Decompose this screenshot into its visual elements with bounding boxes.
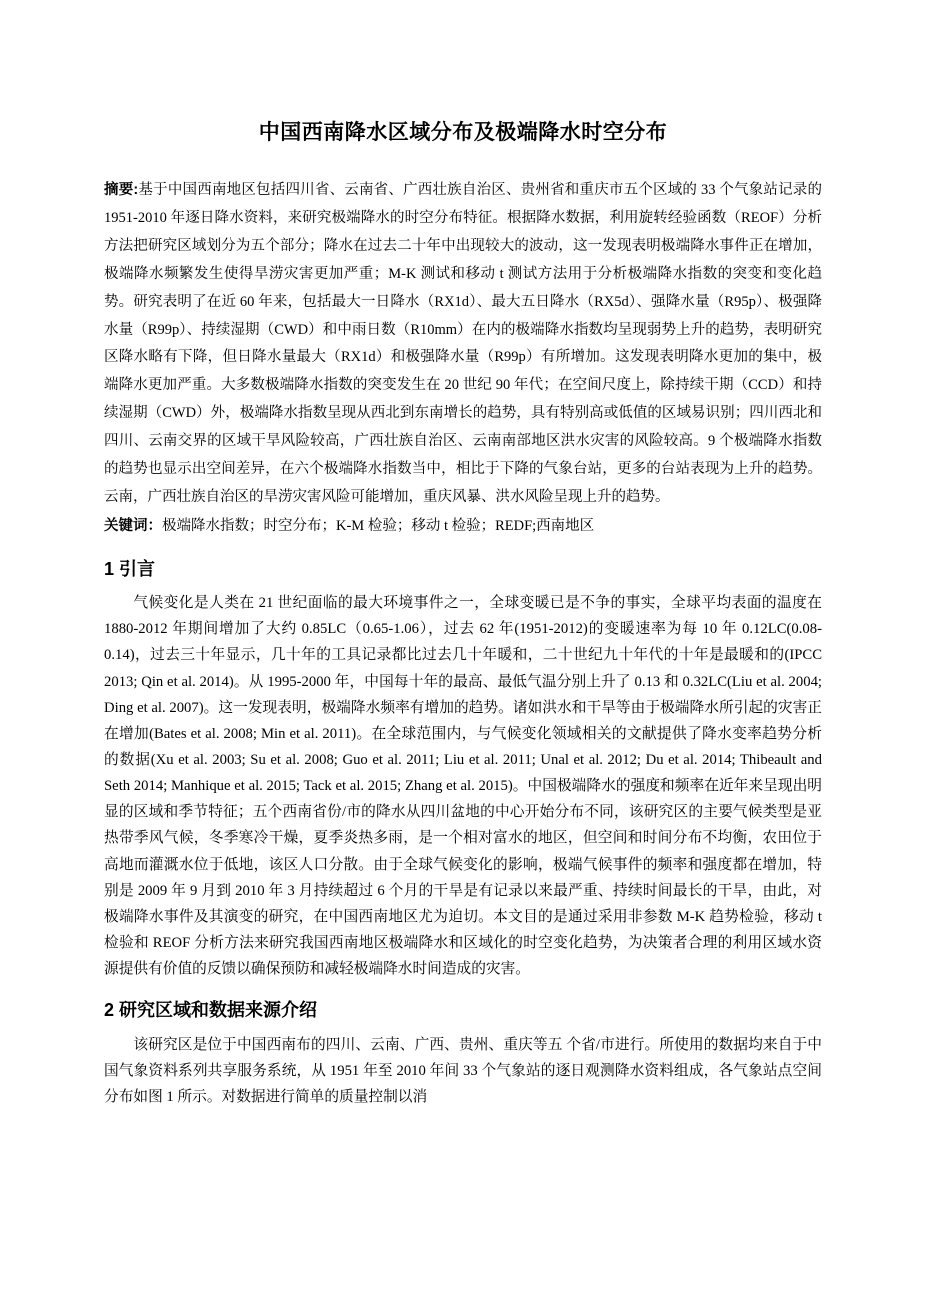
section-heading-1: 1 引言 (104, 558, 156, 579)
keywords-label: 关键词： (104, 518, 162, 535)
section-2-paragraph-1: 该研究区是位于中国西南布的四川、云南、广西、贵州、重庆等五 个省/市进行。所使用的数据均来自于中国气象资料系列共享服务系统，从 1951 年至 2010 年间 33 个气象站的逐日观测降水资料组成，各气象站点空间分布如图 1 所示。对数据进行简单的质量控制以消 (104, 1036, 822, 1105)
section-1-paragraph-1: 气候变化是人类在 21 世纪面临的最大环境事件之一，全球变暖已是不争的事实，全球平均表面的温度在 1880-2012 年期间增加了大约 0.85LC（0.65-1.06），过去 62 年(1951-2012)的变暖速率为每 10 年 0.12LC(0.08-0.14)，过去三十年显示，几十年的工具记录都比过去几十年暖和，二十世纪九十年代的十年是最暖和的(IPCC 2013; Qin et al. 2014)。从 1995-2000 年，中国每十年的最高、最低气温分别上升了 0.13 和 0.32LC(Liu et al. 2004; Ding et al. 2007)。这一发现表明，极端降水频率有增加的趋势。诸如洪水和干旱等由于极端降水所引起的灾害正在增加(Bates et al. 2008; Min et al. 2011)。在全球范围内，与气候变化领域相关的文献提供了降水变率趋势分析的数据(Xu et al. 2003; Su et al. 2008; Guo et al. 2011; Liu et al. 2011; Unal et al. 2012; Du et al. 2014; Thibeault and Seth 2014; Manhique et al. 2015; Tack et al. 2015; Zhang et al. 2015)。中国极端降水的强度和频率在近年来呈现出明显的区域和季节特征；五个西南省份/市的降水从四川盆地的中心开始分布不同，该研究区的主要气候类型是亚热带季风气候，冬季寒冷干燥，夏季炎热多雨，是一个相对富水的地区，但空间和时间分布不均衡，农田位于高地而灌溉水位于低地，该区人口分散。由于全球气候变化的影响，极端气候事件的频率和强度都在增加，特别是 2009 年 9 月到 2010 年 3 月持续超过 6 个月的干旱是有记录以来最严重、持续时间最长的干旱，由此，对极端降水事件及其演变的研究，在中国西南地区尤为迫切。本文目的是通过采用非参数 M-K 趋势检验，移动 t 检验和 REOF 分析方法来研究我国西南地区极端降水和区域化的时空变化趋势，为决策者合理的利用区域水资源提供有价值的反馈以确保预防和减轻极端降水时间造成的灾害。 (104, 595, 822, 978)
keywords-text: 极端降水指数；时空分布；K-M 检验；移动 t 检验；REDF;西南地区 (162, 518, 595, 535)
abstract-text: 基于中国西南地区包括四川省、云南省、广西壮族自治区、贵州省和重庆市五个区域的 33 个气象站记录的 1951-2010 年逐日降水资料，来研究极端降水的时空分布特征。根据降水数据，利用旋转经验函数（REOF）分析方法把研究区域划分为五个部分；降水在过去二十年中出现较大的波动，这一发现表明极端降水事件正在增加，极端降水频繁发生使得旱涝灾害更加严重；M-K 测试和移动 t 测试方法用于分析极端降水指数的突变和变化趋势。研究表明了在近 60 年来，包括最大一日降水（RX1d）、最大五日降水（RX5d）、强降水量（R95p）、极强降水量（R99p）、持续湿期（CWD）和中雨日数（R10mm）在内的极端降水指数均呈现弱势上升的趋势，表明研究区降水略有下降，但日降水量最大（RX1d）和极强降水量（R99p）有所增加。这发现表明降水更加的集中，极端降水更加严重。大多数极端降水指数的突变发生在 20 世纪 90 年代；在空间尺度上，除持续干期（CCD）和持续湿期（CWD）外，极端降水指数呈现从西北到东南增长的趋势，具有特别高或低值的区域易识别；四川西北和四川、云南交界的区域干旱风险较高，广西壮族自治区、云南南部地区洪水灾害的风险较高。9 个极端降水指数的趋势也显示出空间差异，在六个极端降水指数当中，相比于下降的气象台站，更多的台站表现为上升的趋势。云南，广西壮族自治区的旱涝灾害风险可能增加，重庆风暴、洪水风险呈现上升的趋势。 (104, 182, 823, 505)
keywords-block (104, 513, 822, 541)
abstract-label: 摘要: (104, 182, 139, 199)
abstract-block (104, 177, 822, 511)
page-title: 中国西南降水区域分布及极端降水时空分布 (258, 121, 668, 144)
section-heading-2: 2 研究区域和数据来源介绍 (104, 1000, 318, 1021)
